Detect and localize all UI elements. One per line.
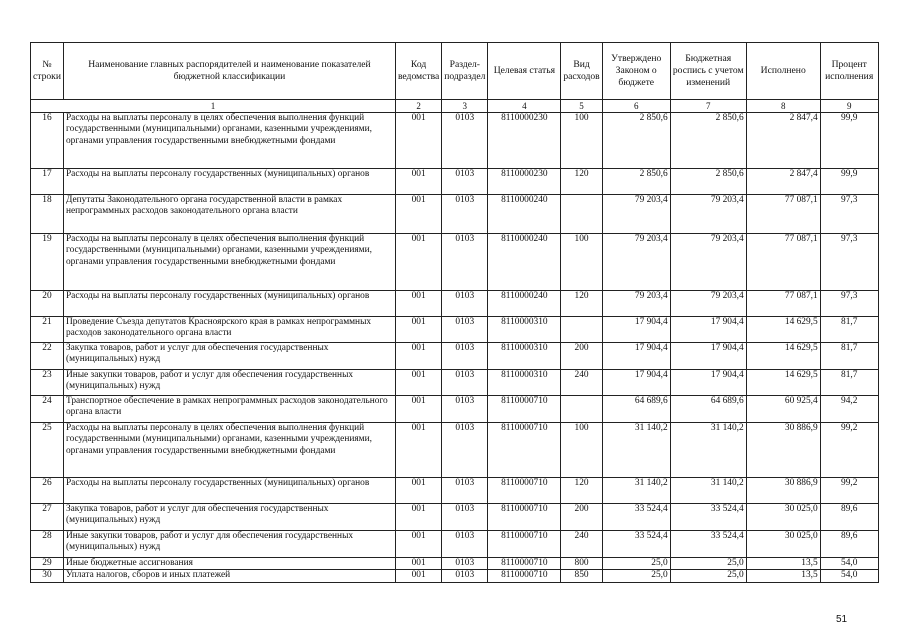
- approved-amount: 64 689,6: [602, 396, 670, 423]
- row-name: Транспортное обеспечение в рамках непрограммных расходов законодательного органа власти: [63, 396, 395, 423]
- section-code: 0103: [442, 570, 488, 582]
- page-number: 51: [836, 614, 848, 625]
- table-row: [31, 396, 879, 423]
- col-number: 7: [670, 100, 746, 113]
- executed-amount: 30 025,0: [746, 504, 820, 531]
- section-code: 0103: [442, 169, 488, 195]
- table-row: [31, 478, 879, 504]
- target-article: 8110000710: [488, 478, 561, 504]
- target-article: 8110000310: [488, 343, 561, 370]
- executed-amount: 14 629,5: [746, 370, 820, 396]
- row-number: 19: [31, 234, 64, 291]
- approved-amount: 33 524,4: [602, 504, 670, 531]
- column-number-row: [31, 100, 879, 113]
- percent-executed: 97,3: [820, 195, 878, 234]
- percent-executed: 97,3: [820, 234, 878, 291]
- approved-amount: 17 904,4: [602, 343, 670, 370]
- budget-amount: 17 904,4: [670, 370, 746, 396]
- executed-amount: 77 087,1: [746, 195, 820, 234]
- table-row: [31, 113, 879, 169]
- expense-type: 800: [561, 558, 602, 570]
- approved-amount: 25,0: [602, 570, 670, 582]
- executed-amount: 14 629,5: [746, 317, 820, 343]
- col-header-target-article: Целевая статья: [488, 43, 561, 100]
- budget-execution-table: [30, 42, 879, 583]
- percent-executed: 99,2: [820, 423, 878, 478]
- section-code: 0103: [442, 317, 488, 343]
- row-number: 18: [31, 195, 64, 234]
- col-number: 3: [442, 100, 488, 113]
- target-article: 8110000710: [488, 570, 561, 582]
- row-number: 17: [31, 169, 64, 195]
- approved-amount: 33 524,4: [602, 531, 670, 558]
- executed-amount: 13,5: [746, 570, 820, 582]
- executed-amount: 2 847,4: [746, 169, 820, 195]
- percent-executed: 94,2: [820, 396, 878, 423]
- target-article: 8110000230: [488, 113, 561, 169]
- target-article: 8110000240: [488, 195, 561, 234]
- target-article: 8110000310: [488, 317, 561, 343]
- row-number: 16: [31, 113, 64, 169]
- expense-type: 100: [561, 234, 602, 291]
- table-row: [31, 504, 879, 531]
- row-name: Иные закупки товаров, работ и услуг для обеспечения государственных (муниципальных) нужд: [63, 531, 395, 558]
- section-code: 0103: [442, 234, 488, 291]
- expense-type: 240: [561, 531, 602, 558]
- table-row: [31, 291, 879, 317]
- col-number: 1: [31, 100, 396, 113]
- budget-amount: 79 203,4: [670, 234, 746, 291]
- percent-executed: 81,7: [820, 343, 878, 370]
- section-code: 0103: [442, 396, 488, 423]
- executed-amount: 2 847,4: [746, 113, 820, 169]
- row-number: 21: [31, 317, 64, 343]
- row-number: 20: [31, 291, 64, 317]
- expense-type: [561, 317, 602, 343]
- col-header-row-number: № строки: [31, 43, 64, 100]
- row-number: 27: [31, 504, 64, 531]
- col-header-dept-code: Код ведомства: [395, 43, 441, 100]
- dept-code: 001: [395, 396, 441, 423]
- row-name: Депутаты Законодательного органа государственной власти в рамках непрограммных расходов законодательного органа власти: [63, 195, 395, 234]
- row-name: Уплата налогов, сборов и иных платежей: [63, 570, 395, 582]
- section-code: 0103: [442, 423, 488, 478]
- dept-code: 001: [395, 343, 441, 370]
- row-number: 22: [31, 343, 64, 370]
- dept-code: 001: [395, 504, 441, 531]
- budget-amount: 31 140,2: [670, 423, 746, 478]
- percent-executed: 54,0: [820, 570, 878, 582]
- percent-executed: 99,9: [820, 113, 878, 169]
- target-article: 8110000310: [488, 370, 561, 396]
- percent-executed: 89,6: [820, 504, 878, 531]
- expense-type: 850: [561, 570, 602, 582]
- col-number: 5: [561, 100, 602, 113]
- section-code: 0103: [442, 370, 488, 396]
- budget-amount: 33 524,4: [670, 504, 746, 531]
- table-row: [31, 343, 879, 370]
- section-code: 0103: [442, 531, 488, 558]
- row-name: Расходы на выплаты персоналу государственных (муниципальных) органов: [63, 478, 395, 504]
- budget-amount: 25,0: [670, 570, 746, 582]
- budget-amount: 33 524,4: [670, 531, 746, 558]
- approved-amount: 25,0: [602, 558, 670, 570]
- executed-amount: 14 629,5: [746, 343, 820, 370]
- row-name: Закупка товаров, работ и услуг для обеспечения государственных (муниципальных) нужд: [63, 504, 395, 531]
- target-article: 8110000710: [488, 531, 561, 558]
- dept-code: 001: [395, 570, 441, 582]
- row-name: Расходы на выплаты персоналу государственных (муниципальных) органов: [63, 291, 395, 317]
- row-number: 30: [31, 570, 64, 582]
- approved-amount: 79 203,4: [602, 234, 670, 291]
- table-row: [31, 317, 879, 343]
- section-code: 0103: [442, 113, 488, 169]
- approved-amount: 2 850,6: [602, 113, 670, 169]
- approved-amount: 2 850,6: [602, 169, 670, 195]
- dept-code: 001: [395, 531, 441, 558]
- budget-amount: 17 904,4: [670, 317, 746, 343]
- row-name: Расходы на выплаты персоналу в целях обеспечения выполнения функций государственными (муниципальными) органами, казенными учреждениями, органами управления государственными внебюджетными фондами: [63, 423, 395, 478]
- dept-code: 001: [395, 169, 441, 195]
- approved-amount: 79 203,4: [602, 195, 670, 234]
- row-number: 26: [31, 478, 64, 504]
- approved-amount: 17 904,4: [602, 370, 670, 396]
- expense-type: 200: [561, 343, 602, 370]
- col-header-percent: Процент исполнения: [820, 43, 878, 100]
- percent-executed: 81,7: [820, 317, 878, 343]
- col-header-budget-schedule: Бюджетная роспись с учетом изменений: [670, 43, 746, 100]
- expense-type: 120: [561, 478, 602, 504]
- row-name: Расходы на выплаты персоналу в целях обеспечения выполнения функций государственными (муниципальными) органами, казенными учреждениями, органами управления государственными внебюджетными фондами: [63, 113, 395, 169]
- table-row: [31, 558, 879, 570]
- percent-executed: 99,2: [820, 478, 878, 504]
- dept-code: 001: [395, 423, 441, 478]
- dept-code: 001: [395, 195, 441, 234]
- table-row: [31, 234, 879, 291]
- target-article: 8110000710: [488, 558, 561, 570]
- row-number: 29: [31, 558, 64, 570]
- section-code: 0103: [442, 343, 488, 370]
- row-number: 28: [31, 531, 64, 558]
- table-row: [31, 531, 879, 558]
- approved-amount: 79 203,4: [602, 291, 670, 317]
- expense-type: 100: [561, 423, 602, 478]
- col-header-name: Наименование главных распорядителей и наименование показателей бюджетной классификации: [63, 43, 395, 100]
- budget-amount: 17 904,4: [670, 343, 746, 370]
- target-article: 8110000710: [488, 504, 561, 531]
- dept-code: 001: [395, 558, 441, 570]
- row-name: Закупка товаров, работ и услуг для обеспечения государственных (муниципальных) нужд: [63, 343, 395, 370]
- expense-type: 200: [561, 504, 602, 531]
- approved-amount: 31 140,2: [602, 478, 670, 504]
- row-number: 25: [31, 423, 64, 478]
- percent-executed: 89,6: [820, 531, 878, 558]
- col-number: 6: [602, 100, 670, 113]
- dept-code: 001: [395, 370, 441, 396]
- section-code: 0103: [442, 195, 488, 234]
- col-number: 4: [488, 100, 561, 113]
- executed-amount: 30 025,0: [746, 531, 820, 558]
- dept-code: 001: [395, 291, 441, 317]
- section-code: 0103: [442, 478, 488, 504]
- percent-executed: 81,7: [820, 370, 878, 396]
- target-article: 8110000710: [488, 423, 561, 478]
- col-header-section: Раздел-подраздел: [442, 43, 488, 100]
- col-number: 8: [746, 100, 820, 113]
- budget-amount: 2 850,6: [670, 113, 746, 169]
- target-article: 8110000710: [488, 396, 561, 423]
- col-header-approved: Утверждено Законом о бюджете: [602, 43, 670, 100]
- budget-amount: 64 689,6: [670, 396, 746, 423]
- target-article: 8110000240: [488, 291, 561, 317]
- table-row: [31, 195, 879, 234]
- header-row: [31, 43, 879, 100]
- table-row: [31, 570, 879, 582]
- executed-amount: 30 886,9: [746, 478, 820, 504]
- expense-type: 240: [561, 370, 602, 396]
- row-name: Иные бюджетные ассигнования: [63, 558, 395, 570]
- target-article: 8110000240: [488, 234, 561, 291]
- budget-amount: 31 140,2: [670, 478, 746, 504]
- percent-executed: 97,3: [820, 291, 878, 317]
- budget-amount: 79 203,4: [670, 195, 746, 234]
- col-header-executed: Исполнено: [746, 43, 820, 100]
- budget-amount: 79 203,4: [670, 291, 746, 317]
- dept-code: 001: [395, 113, 441, 169]
- dept-code: 001: [395, 478, 441, 504]
- table-row: [31, 423, 879, 478]
- col-number: 9: [820, 100, 878, 113]
- budget-amount: 2 850,6: [670, 169, 746, 195]
- approved-amount: 17 904,4: [602, 317, 670, 343]
- row-number: 23: [31, 370, 64, 396]
- dept-code: 001: [395, 234, 441, 291]
- executed-amount: 30 886,9: [746, 423, 820, 478]
- col-header-expense-type: Вид расходов: [561, 43, 602, 100]
- table-row: [31, 370, 879, 396]
- dept-code: 001: [395, 317, 441, 343]
- expense-type: [561, 396, 602, 423]
- section-code: 0103: [442, 558, 488, 570]
- executed-amount: 60 925,4: [746, 396, 820, 423]
- expense-type: 120: [561, 169, 602, 195]
- section-code: 0103: [442, 504, 488, 531]
- col-number: 2: [395, 100, 441, 113]
- row-name: Проведение Съезда депутатов Красноярского края в рамках непрограммных расходов законодательного органа власти: [63, 317, 395, 343]
- row-name: Иные закупки товаров, работ и услуг для обеспечения государственных (муниципальных) нужд: [63, 370, 395, 396]
- expense-type: [561, 195, 602, 234]
- budget-amount: 25,0: [670, 558, 746, 570]
- executed-amount: 13,5: [746, 558, 820, 570]
- percent-executed: 99,9: [820, 169, 878, 195]
- table-row: [31, 169, 879, 195]
- expense-type: 100: [561, 113, 602, 169]
- expense-type: 120: [561, 291, 602, 317]
- target-article: 8110000230: [488, 169, 561, 195]
- row-name: Расходы на выплаты персоналу в целях обеспечения выполнения функций государственными (муниципальными) органами, казенными учреждениями, органами управления государственными внебюджетными фондами: [63, 234, 395, 291]
- executed-amount: 77 087,1: [746, 234, 820, 291]
- section-code: 0103: [442, 291, 488, 317]
- row-number: 24: [31, 396, 64, 423]
- percent-executed: 54,0: [820, 558, 878, 570]
- executed-amount: 77 087,1: [746, 291, 820, 317]
- row-name: Расходы на выплаты персоналу государственных (муниципальных) органов: [63, 169, 395, 195]
- approved-amount: 31 140,2: [602, 423, 670, 478]
